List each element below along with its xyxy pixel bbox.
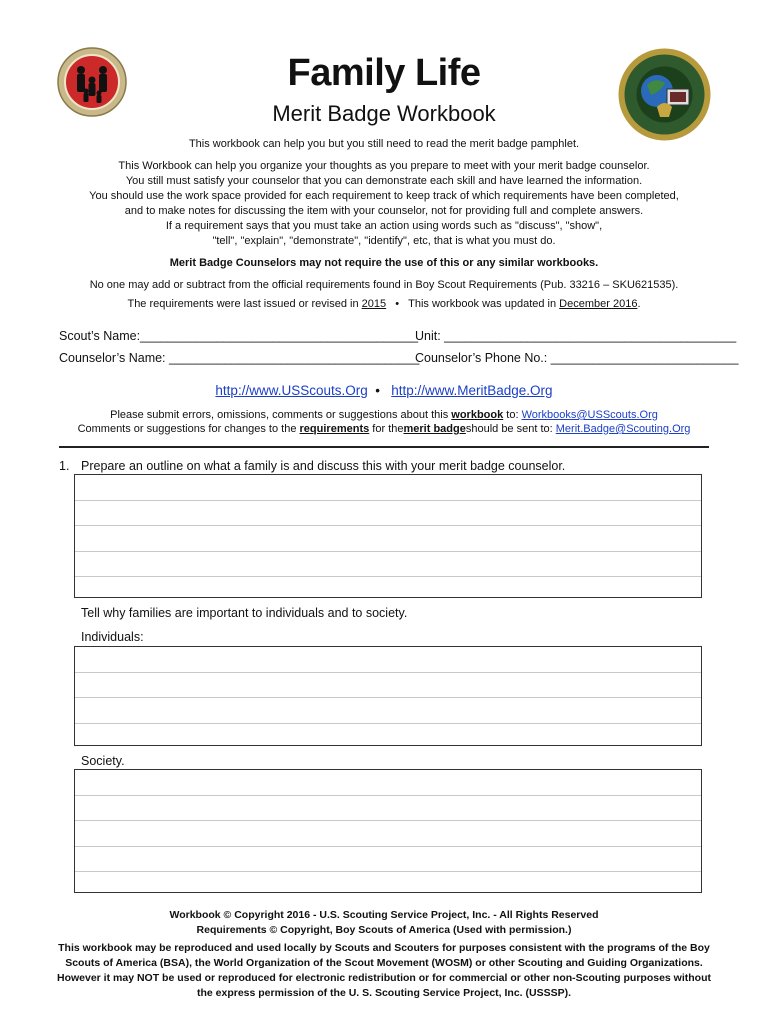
submit-text: should be sent to: [465, 423, 553, 435]
updated-suffix: . [637, 298, 641, 310]
unit-field[interactable]: Unit: __________________________________________ [415, 329, 737, 343]
submit-text: to: [506, 409, 519, 421]
merit-badge-email-link[interactable]: Merit.Badge@Scouting.Org [555, 423, 691, 435]
usscouts-link[interactable]: http://www.USScouts.Org [215, 383, 368, 398]
question-1b-text: Tell why families are important to individuals and to society. [81, 606, 408, 620]
link-separator: • [375, 383, 380, 398]
issued-prefix: The requirements were last issued or revised in [127, 298, 359, 310]
footer-copyright: Workbook © Copyright 2016 - U.S. Scouting Service Project, Inc. - All Rights Reserved [169, 909, 599, 921]
revision-info [0, 297, 768, 312]
intro-paragraph-line: If a requirement says that you must take an action using words such as "discuss", "show", [165, 220, 603, 232]
submit-workbook-line [0, 408, 768, 423]
submit-workbook-word: workbook [451, 409, 504, 421]
society-label: Society. [81, 754, 125, 768]
issued-year: 2015 [361, 298, 387, 310]
submit-text: for the [372, 423, 404, 435]
answer-box-individuals[interactable] [74, 646, 702, 746]
submit-text: Comments or suggestions for changes to the [77, 423, 297, 435]
page-title: Family Life [287, 52, 481, 94]
footer-usage-line: This workbook may be reproduced and used locally by Scouts and Scouters for purposes consistent with the programs of the Boy [58, 942, 710, 954]
submit-requirements-line [0, 422, 768, 437]
section-divider [59, 446, 709, 448]
submit-merit-badge-word: merit badge [403, 423, 466, 435]
intro-paragraph-line: You should use the work space provided for each requirement to keep track of which requirements have been completed, [89, 190, 679, 202]
individuals-label: Individuals: [81, 630, 144, 644]
intro-paragraph-line: You still must satisfy your counselor that you can demonstrate each skill and have learned the information. [125, 175, 643, 187]
bullet: • [395, 298, 400, 310]
footer-usage-line: Scouts of America (BSA), the World Organization of the Scout Movement (WOSM) or other Scouting and Guiding Organizations. [65, 957, 703, 969]
footer-usage-line: the express permission of the U. S. Scouting Service Project, Inc. (USSSP). [196, 987, 572, 999]
website-links [0, 383, 768, 398]
intro-paragraph-line: This Workbook can help you organize your thoughts as you prepare to meet with your merit badge counselor. [118, 160, 650, 172]
counselor-note: Merit Badge Counselors may not require the use of this or any similar workbooks. [169, 257, 599, 269]
page-subtitle: Merit Badge Workbook [272, 101, 496, 126]
intro-paragraph-line: "tell", "explain", "demonstrate", "identify", etc, that is what you must do. [212, 235, 556, 247]
answer-box-society[interactable] [74, 769, 702, 893]
footer-requirements-copyright: Requirements © Copyright, Boy Scouts of America (Used with permission.) [196, 924, 572, 936]
answer-box-outline[interactable] [74, 474, 702, 598]
workbooks-email-link[interactable]: Workbooks@USScouts.Org [521, 409, 658, 421]
scout-name-field[interactable]: Scout’s Name:________________________________________ [59, 329, 419, 343]
counselor-name-field[interactable]: Counselor’s Name: ____________________________________ [59, 351, 420, 365]
requirements-source-note: No one may add or subtract from the official requirements found in Boy Scout Requirements (Pub. 33216 – SKU621535). [89, 279, 679, 291]
question-1-text: Prepare an outline on what a family is and discuss this with your merit badge counselor. [81, 459, 566, 473]
submit-text: Please submit errors, omissions, comments or suggestions about this [110, 409, 449, 421]
footer-usage-line: However it may NOT be used or reproduced for electronic redistribution or for commercial or other non-Scouting purposes without [57, 972, 711, 984]
question-number: 1. [59, 459, 70, 473]
counselor-phone-field[interactable]: Counselor’s Phone No.: ___________________________ [415, 351, 739, 365]
intro-paragraph-line: and to make notes for discussing the item with your counselor, not for providing full and complete answers. [124, 205, 644, 217]
updated-prefix: This workbook was updated in [408, 298, 557, 310]
meritbadge-link[interactable]: http://www.MeritBadge.Org [391, 383, 553, 398]
submit-requirements-word: requirements [299, 423, 370, 435]
updated-date: December 2016 [559, 298, 638, 310]
intro-pamphlet-note: This workbook can help you but you still need to read the merit badge pamphlet. [188, 138, 580, 150]
